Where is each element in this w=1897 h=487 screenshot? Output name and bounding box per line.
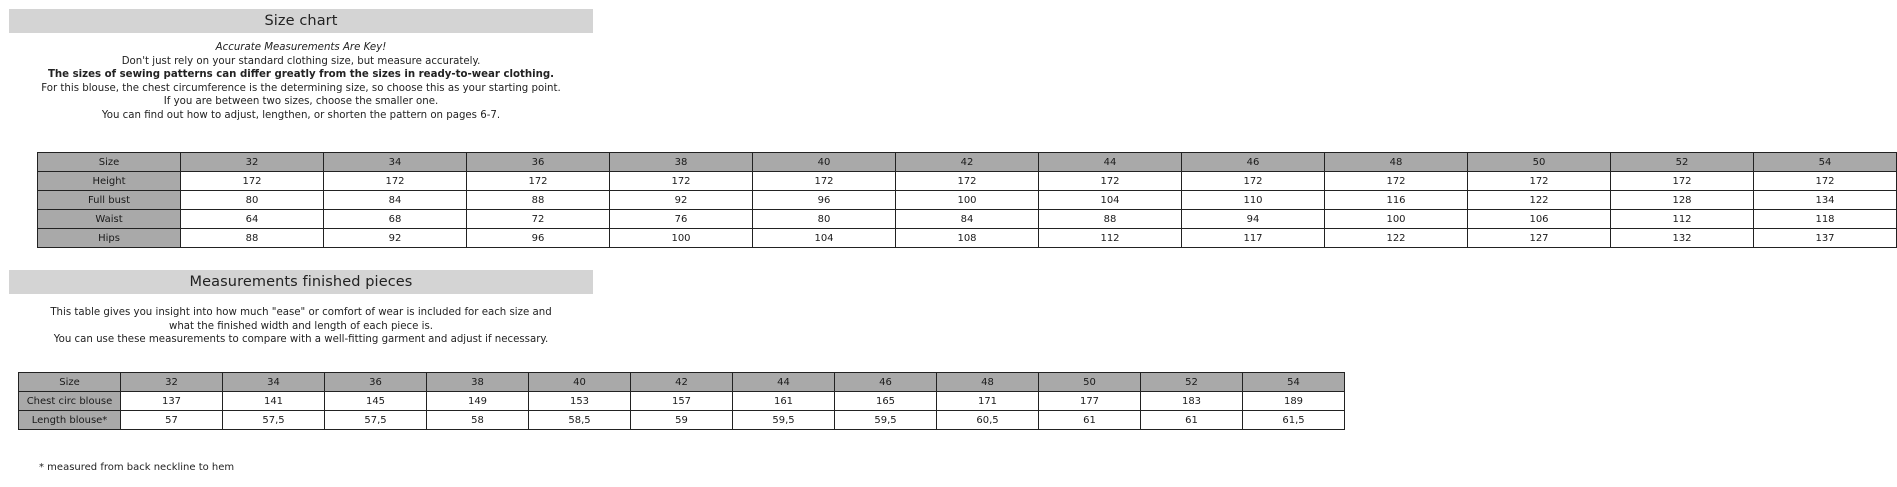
table-cell: 57,5 xyxy=(223,411,325,430)
table-cell: 84 xyxy=(324,191,467,210)
size-header-cell: 40 xyxy=(753,153,896,172)
size-header-cell: 54 xyxy=(1754,153,1897,172)
table-cell: 84 xyxy=(896,210,1039,229)
size-chart-banner xyxy=(9,9,593,33)
table-cell: 172 xyxy=(753,172,896,191)
table-cell: 172 xyxy=(1039,172,1182,191)
table-cell: 96 xyxy=(753,191,896,210)
table-cell: 149 xyxy=(427,392,529,411)
table-row xyxy=(38,172,1897,191)
table-cell: 112 xyxy=(1039,229,1182,248)
row-label-cell: Full bust xyxy=(38,191,181,210)
size-header-cell: 34 xyxy=(324,153,467,172)
size-header-cell: 36 xyxy=(325,373,427,392)
table-cell: 58,5 xyxy=(529,411,631,430)
table-cell: 64 xyxy=(181,210,324,229)
table-row xyxy=(19,411,1345,430)
table-cell: 61,5 xyxy=(1243,411,1345,430)
table-cell: 80 xyxy=(181,191,324,210)
table-cell: 141 xyxy=(223,392,325,411)
table-cell: 59,5 xyxy=(835,411,937,430)
table-cell: 61 xyxy=(1039,411,1141,430)
table-cell: 137 xyxy=(121,392,223,411)
table-cell: 134 xyxy=(1754,191,1897,210)
size-header-cell: 44 xyxy=(1039,153,1182,172)
intro-emphasis: The sizes of sewing patterns can differ greatly from the sizes in ready-to-wear clothing. xyxy=(47,69,555,81)
size-header-cell: 52 xyxy=(1141,373,1243,392)
table-cell: 128 xyxy=(1611,191,1754,210)
table-cell: 189 xyxy=(1243,392,1345,411)
intro-text: Don't just rely on your standard clothing size, but measure accurately. xyxy=(121,55,481,67)
size-chart-table xyxy=(37,152,1897,248)
size-header-cell: 54 xyxy=(1243,373,1345,392)
row-label-cell: Chest circ blouse xyxy=(19,392,121,411)
table-cell: 108 xyxy=(896,229,1039,248)
table-cell: 172 xyxy=(1754,172,1897,191)
table-cell: 106 xyxy=(1468,210,1611,229)
table-cell: 76 xyxy=(610,210,753,229)
size-header-cell: 38 xyxy=(610,153,753,172)
size-header-cell: 38 xyxy=(427,373,529,392)
size-header-cell: 52 xyxy=(1611,153,1754,172)
table-cell: 116 xyxy=(1325,191,1468,210)
table-cell: 96 xyxy=(467,229,610,248)
table-cell: 122 xyxy=(1325,229,1468,248)
table-cell: 165 xyxy=(835,392,937,411)
table-cell: 172 xyxy=(1611,172,1754,191)
intro-text: what the finished width and length of each piece is. xyxy=(168,320,433,332)
size-header-cell: 34 xyxy=(223,373,325,392)
table-cell: 112 xyxy=(1611,210,1754,229)
table-cell: 127 xyxy=(1468,229,1611,248)
finished-pieces-title: Measurements finished pieces xyxy=(189,274,413,290)
row-label-cell: Hips xyxy=(38,229,181,248)
size-header-cell: 42 xyxy=(631,373,733,392)
finished-pieces-banner xyxy=(9,270,593,294)
table-cell: 88 xyxy=(181,229,324,248)
table-cell: 183 xyxy=(1141,392,1243,411)
table-cell: 177 xyxy=(1039,392,1141,411)
table-cell: 94 xyxy=(1182,210,1325,229)
intro-text: You can find out how to adjust, lengthen, or shorten the pattern on pages 6-7. xyxy=(101,109,501,121)
table-row xyxy=(38,229,1897,248)
table-cell: 58 xyxy=(427,411,529,430)
size-header-cell: 36 xyxy=(467,153,610,172)
size-header-cell: Size xyxy=(38,153,181,172)
table-cell: 172 xyxy=(1325,172,1468,191)
table-cell: 57,5 xyxy=(325,411,427,430)
table-cell: 104 xyxy=(753,229,896,248)
size-header-cell: 46 xyxy=(1182,153,1325,172)
table-cell: 172 xyxy=(1468,172,1611,191)
size-header-cell: 40 xyxy=(529,373,631,392)
size-header-cell: 50 xyxy=(1039,373,1141,392)
table-cell: 59,5 xyxy=(733,411,835,430)
size-chart-title: Size chart xyxy=(264,13,338,29)
size-header-cell: 44 xyxy=(733,373,835,392)
table-cell: 110 xyxy=(1182,191,1325,210)
row-label-cell: Length blouse* xyxy=(19,411,121,430)
table-header-row xyxy=(38,153,1897,172)
size-header-cell: Size xyxy=(19,373,121,392)
table-cell: 172 xyxy=(610,172,753,191)
table-cell: 161 xyxy=(733,392,835,411)
table-cell: 122 xyxy=(1468,191,1611,210)
table-cell: 145 xyxy=(325,392,427,411)
size-chart-intro xyxy=(0,41,602,123)
intro-text: For this blouse, the chest circumference is the determining size, so choose this as your starting point. xyxy=(41,82,561,94)
table-cell: 100 xyxy=(610,229,753,248)
table-cell: 172 xyxy=(324,172,467,191)
table-cell: 118 xyxy=(1754,210,1897,229)
table-cell: 100 xyxy=(1325,210,1468,229)
size-header-cell: 48 xyxy=(1325,153,1468,172)
intro-text: If you are between two sizes, choose the smaller one. xyxy=(163,96,439,108)
table-row xyxy=(38,210,1897,229)
table-cell: 117 xyxy=(1182,229,1325,248)
table-cell: 88 xyxy=(1039,210,1182,229)
row-label-cell: Height xyxy=(38,172,181,191)
table-cell: 80 xyxy=(753,210,896,229)
table-cell: 172 xyxy=(896,172,1039,191)
intro-text: You can use these measurements to compare with a well-fitting garment and adjust if necessary. xyxy=(53,334,549,346)
table-cell: 100 xyxy=(896,191,1039,210)
table-cell: 132 xyxy=(1611,229,1754,248)
table-cell: 68 xyxy=(324,210,467,229)
table-cell: 57 xyxy=(121,411,223,430)
size-header-cell: 48 xyxy=(937,373,1039,392)
size-header-cell: 50 xyxy=(1468,153,1611,172)
table-row xyxy=(19,392,1345,411)
table-cell: 172 xyxy=(1182,172,1325,191)
table-row xyxy=(38,191,1897,210)
row-label-cell: Waist xyxy=(38,210,181,229)
table-cell: 59 xyxy=(631,411,733,430)
table-cell: 137 xyxy=(1754,229,1897,248)
table-cell: 172 xyxy=(181,172,324,191)
size-header-cell: 32 xyxy=(181,153,324,172)
table-cell: 172 xyxy=(467,172,610,191)
finished-pieces-table xyxy=(18,372,1345,430)
table-cell: 157 xyxy=(631,392,733,411)
table-cell: 88 xyxy=(467,191,610,210)
size-header-cell: 46 xyxy=(835,373,937,392)
size-header-cell: 32 xyxy=(121,373,223,392)
table-cell: 60,5 xyxy=(937,411,1039,430)
table-cell: 72 xyxy=(467,210,610,229)
size-header-cell: 42 xyxy=(896,153,1039,172)
table-header-row xyxy=(19,373,1345,392)
table-cell: 92 xyxy=(324,229,467,248)
table-cell: 61 xyxy=(1141,411,1243,430)
table-cell: 104 xyxy=(1039,191,1182,210)
table-cell: 171 xyxy=(937,392,1039,411)
table-cell: 153 xyxy=(529,392,631,411)
table-cell: 92 xyxy=(610,191,753,210)
finished-pieces-intro xyxy=(0,306,602,347)
intro-heading: Accurate Measurements Are Key! xyxy=(215,42,387,53)
footnote: * measured from back neckline to hem xyxy=(39,462,235,473)
intro-text: This table gives you insight into how much "ease" or comfort of wear is included for each size and xyxy=(50,307,552,318)
